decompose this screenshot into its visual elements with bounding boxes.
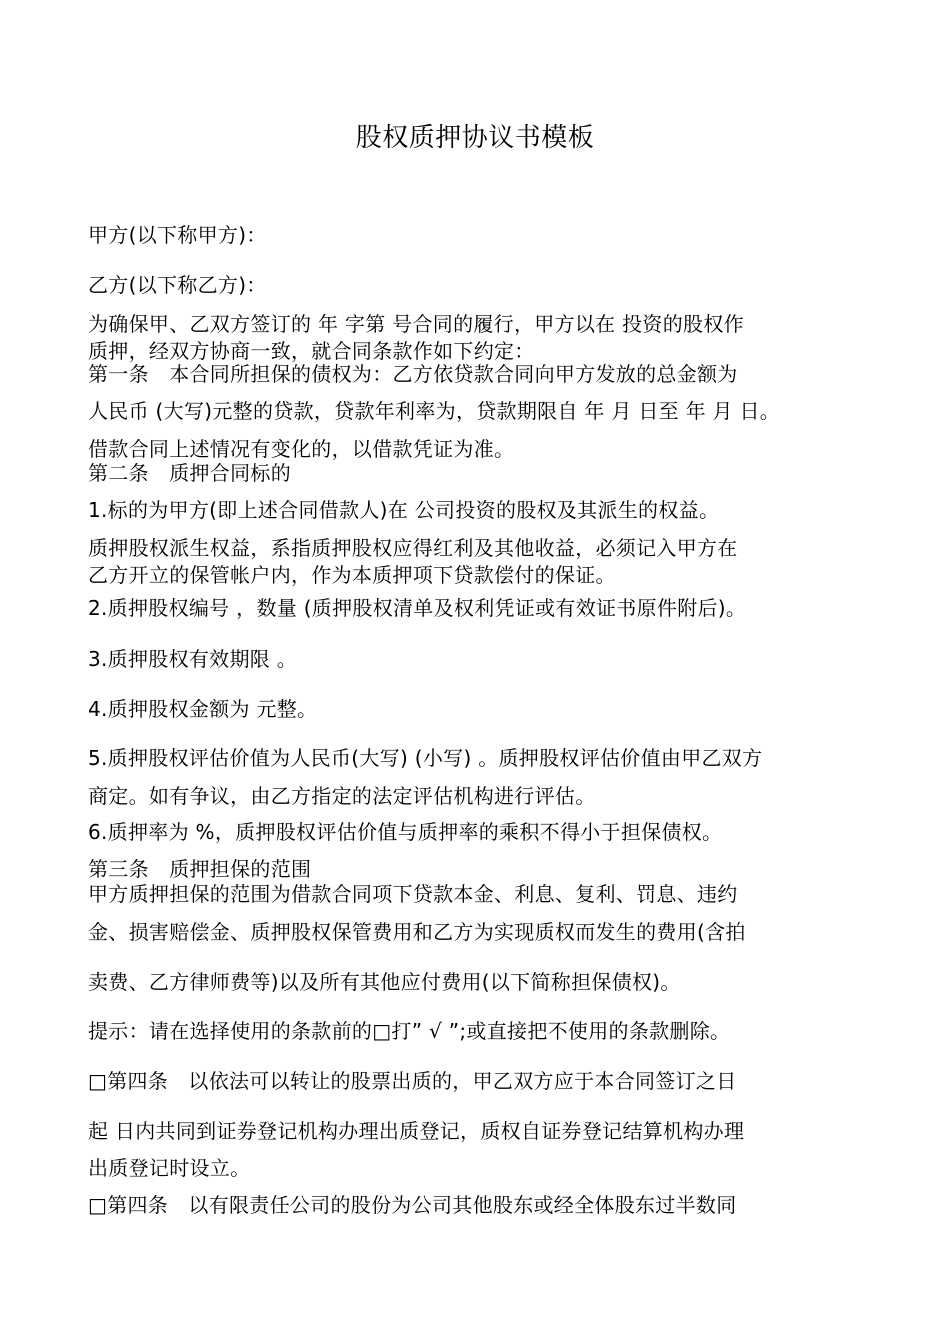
- article-1-line-2: 人民币 (大写)元整的贷款，贷款年利率为，贷款期限自 年 月 日至 年 月 日。: [88, 399, 781, 423]
- article-2-item-5-line-1: 5.质押股权评估价值为人民币(大写) (小写) 。质押股权评估价值由甲乙双方: [88, 746, 763, 770]
- article-1-line-3: 借款合同上述情况有变化的，以借款凭证为准。: [88, 437, 515, 461]
- selection-hint: 提示：请在选择使用的条款前的□打” √ ”;或直接把不使用的条款删除。: [88, 1019, 731, 1043]
- party-a-line: 甲方(以下称甲方)：: [88, 223, 267, 247]
- article-4-option-a-line-2: 起 日内共同到证券登记机构办理出质登记，质权自证券登记结算机构办理: [88, 1119, 745, 1143]
- article-4-option-a-line-3: 出质登记时设立。: [88, 1156, 251, 1180]
- party-b-line: 乙方(以下称乙方)：: [88, 273, 267, 297]
- article-3-heading: 第三条 质押担保的范围: [88, 857, 312, 881]
- article-2-item-5-line-2: 商定。如有争议，由乙方指定的法定评估机构进行评估。: [88, 784, 596, 808]
- article-2-item-3: 3.质押股权有效期限 。: [88, 647, 298, 671]
- article-2-item-6: 6.质押率为 %，质押股权评估价值与质押率的乘积不得小于担保债权。: [88, 820, 723, 844]
- article-2-item-4: 4.质押股权金额为 元整。: [88, 697, 318, 721]
- derived-rights-line-2: 乙方开立的保管帐户内，作为本质押项下贷款偿付的保证。: [88, 563, 616, 587]
- article-3-line-1: 甲方质押担保的范围为借款合同项下贷款本金、利息、复利、罚息、违约: [88, 882, 738, 906]
- article-2-heading: 第二条 质押合同标的: [88, 461, 291, 485]
- preamble-line-2: 质押，经双方协商一致，就合同条款作如下约定：: [88, 339, 535, 363]
- article-2-item-1: 1.标的为甲方(即上述合同借款人)在 公司投资的股权及其派生的权益。: [88, 498, 720, 522]
- article-3-line-3: 卖费、乙方律师费等)以及所有其他应付费用(以下简称担保债权)。: [88, 970, 681, 994]
- article-4-option-a-line-1: □第四条 以依法可以转让的股票出质的，甲乙双方应于本合同签订之日: [88, 1069, 737, 1093]
- article-3-line-2: 金、损害赔偿金、质押股权保管费用和乙方为实现质权而发生的费用(含拍: [88, 920, 746, 944]
- article-4-option-b-line-1: □第四条 以有限责任公司的股份为公司其他股东或经全体股东过半数同: [88, 1193, 737, 1217]
- preamble-line-1: 为确保甲、乙双方签订的 年 字第 号合同的履行，甲方以在 投资的股权作: [88, 312, 744, 336]
- article-1-line-1: 第一条 本合同所担保的债权为：乙方依贷款合同向甲方发放的总金额为: [88, 362, 738, 386]
- document-title: 股权质押协议书模板: [355, 123, 595, 153]
- derived-rights-line-1: 质押股权派生权益，系指质押股权应得红利及其他收益，必须记入甲方在: [88, 536, 738, 560]
- article-2-item-2: 2.质押股权编号 ，数量 (质押股权清单及权利凭证或有效证书原件附后)。: [88, 596, 747, 620]
